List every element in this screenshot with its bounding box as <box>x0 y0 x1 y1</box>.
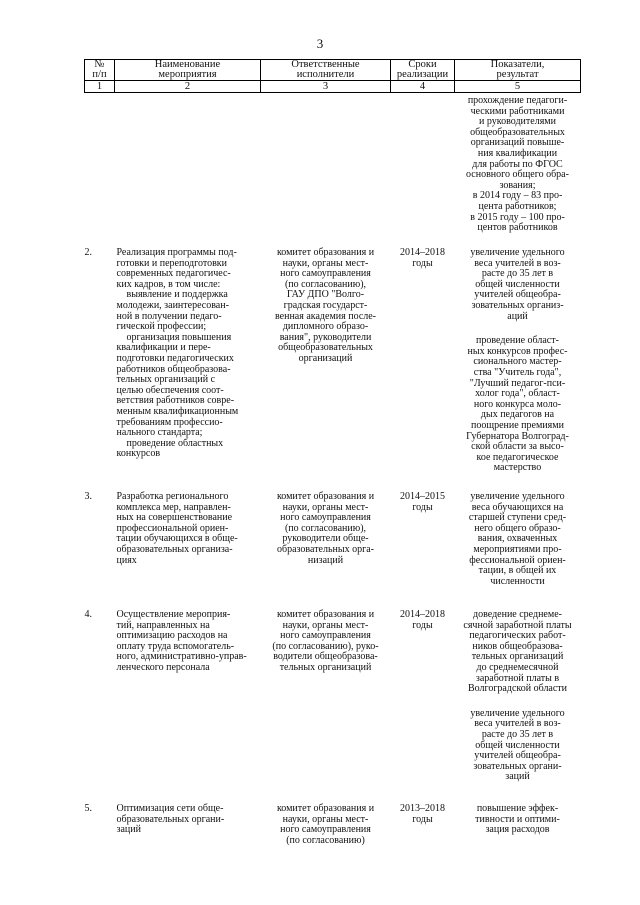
text-line: в 2014 году – 83 про- <box>472 190 563 202</box>
text-line: (по согласованию), <box>284 278 367 290</box>
text-line: веса учителей в воз- <box>474 718 561 730</box>
result-block <box>457 336 579 474</box>
text-line: увеличение удельного <box>470 491 565 502</box>
text-line: 2014–2018 <box>400 609 445 620</box>
row-number: 5. <box>84 803 92 814</box>
text-line: науки, органы мест- <box>282 501 369 513</box>
text-line: готовки и переподготовки <box>116 257 228 269</box>
table-row <box>85 484 581 602</box>
implementation-terms <box>391 240 455 484</box>
indicators-result <box>455 240 581 484</box>
text-line: заций <box>505 771 530 783</box>
text-line: зовательных организ- <box>471 299 564 311</box>
responsible-executors <box>261 796 391 874</box>
text-line: ных на совершенствование <box>116 512 233 524</box>
implementation-terms <box>391 602 455 796</box>
text-line: годы <box>412 501 433 513</box>
text-line: руководители обще- <box>282 533 369 545</box>
text-line: гической профессии; <box>116 321 207 333</box>
text-line: комплекса мер, направлен- <box>116 501 231 513</box>
table-body <box>85 93 581 875</box>
text-line: организаций <box>298 352 353 364</box>
text-line: (по согласованию) <box>286 834 365 846</box>
text-line: педагогических работ- <box>469 630 566 642</box>
text-line: "Лучший педагог-пси- <box>469 377 566 389</box>
text-line: подготовки педагогических <box>116 352 234 364</box>
text-line: оплату труда вспомогатель- <box>116 640 235 652</box>
text-line: науки, органы мест- <box>282 813 369 825</box>
responsible-executors <box>261 240 391 484</box>
text-line: профессиональной ориен- <box>116 522 229 534</box>
text-line: комитет образования и <box>276 491 375 502</box>
table-row <box>85 796 581 874</box>
text-line: вания", руководители <box>279 331 372 343</box>
result-block <box>457 248 579 322</box>
text-line: годы <box>412 257 433 269</box>
text-line: ства "Учитель года", <box>473 366 562 378</box>
text-line: комитет образования и <box>276 803 375 814</box>
measure-name <box>115 484 261 602</box>
text-line: кое педагогическое <box>476 451 559 463</box>
text-line: образовательных организа- <box>116 543 233 555</box>
text-line: ного самоуправления <box>280 512 371 524</box>
result-block <box>457 804 579 836</box>
text-line: комитет образования и <box>276 609 375 620</box>
text-line: общеобразовательных <box>470 126 565 138</box>
indicators-result <box>455 602 581 796</box>
text-line: веса обучающихся на <box>471 501 564 513</box>
indicators-result <box>455 484 581 602</box>
column-number: 2 <box>115 81 261 93</box>
text-line: Волгоградской области <box>467 683 568 695</box>
text-line: 2014–2018 <box>400 247 445 258</box>
text-line: увеличение удельного <box>470 707 565 719</box>
text-line: учителей общеобра- <box>474 289 561 301</box>
text-line: образовательных орга- <box>277 543 374 555</box>
text-line: ного конкурса моло- <box>473 398 562 410</box>
text-line: ской области за высо- <box>471 441 564 453</box>
result-block <box>457 610 579 695</box>
indicators-result <box>455 796 581 874</box>
text-line: конкурсов <box>116 448 161 460</box>
column-number: 4 <box>391 81 455 93</box>
text-line: молодежи, заинтересован- <box>116 299 229 311</box>
responsible-executors <box>261 484 391 602</box>
text-line: дипломного образо- <box>282 321 369 333</box>
text-line: тельных организаций с <box>116 374 216 386</box>
text-line: мастерство <box>493 462 542 474</box>
text-line: цента работников; <box>478 200 557 212</box>
text-line: расте до 35 лет в <box>481 728 554 740</box>
implementation-terms <box>391 484 455 602</box>
text-line: в 2015 году – 100 про- <box>470 211 565 223</box>
text-line: и руководителями <box>479 116 556 128</box>
column-number: 5 <box>455 81 581 93</box>
text-line: для работы по ФГОС <box>472 158 563 170</box>
text-line: до среднемесячной <box>476 661 559 673</box>
text-line: выявление и поддержка <box>126 289 228 301</box>
text-line: Оптимизация сети обще- <box>116 803 224 814</box>
text-line: аций <box>507 310 528 322</box>
text-line: градская государст- <box>283 299 368 311</box>
text-line: требованиям профессио- <box>116 416 223 428</box>
text-line: веса учителей в воз- <box>474 257 561 269</box>
text-line: годы <box>412 619 433 631</box>
text-line: ветствия работников совре- <box>116 395 235 407</box>
text-line: дых педагогов на <box>480 409 555 421</box>
text-line: менным квалификационным <box>116 405 239 417</box>
continued-result <box>457 96 579 234</box>
column-number: 3 <box>261 81 391 93</box>
text-line: ников общеобразова- <box>472 640 563 652</box>
text-line: ного, административно-управ- <box>116 651 247 663</box>
row-number: 3. <box>84 491 92 502</box>
implementation-terms <box>391 796 455 874</box>
text-line: общеобразовательных <box>278 342 373 354</box>
text-line: ного самоуправления <box>280 268 371 280</box>
text-line: квалификации и пере- <box>116 342 211 354</box>
text-line: ных конкурсов профес- <box>467 345 568 357</box>
text-line: сячной заработной платы <box>463 619 572 631</box>
text-line: доведение среднеме- <box>473 609 562 620</box>
page-number: 3 <box>316 36 324 51</box>
text-line: тий, направленных на <box>116 619 210 631</box>
text-line: ной в получении педаго- <box>116 310 222 322</box>
text-line: центов работников <box>477 222 558 234</box>
text-line: сионального мастер- <box>473 356 562 368</box>
text-line: вания, охваченных <box>477 533 558 545</box>
text-line: основного общего обра- <box>466 169 569 181</box>
text-line: ких кадров, в том числе: <box>116 278 221 290</box>
text-line: увеличение удельного <box>470 247 565 258</box>
text-line: оптимизацию расходов на <box>116 630 228 642</box>
result-block <box>457 492 579 587</box>
text-line: ленческого персонала <box>116 661 210 673</box>
header-measure-name: Наименование мероприятия <box>115 60 261 81</box>
table-row <box>85 602 581 796</box>
text-line: поощрение премиями <box>471 419 564 431</box>
text-line: целью обеспечения соот- <box>116 384 224 396</box>
measure-name <box>115 240 261 484</box>
text-line: расте до 35 лет в <box>481 268 554 280</box>
text-line: (по согласованию), <box>284 522 367 534</box>
text-line: ного самоуправления <box>280 824 371 836</box>
text-line: образовательных органи- <box>116 813 225 825</box>
header-terms: Сроки реализации <box>391 60 455 81</box>
text-line: холог года", област- <box>475 388 560 400</box>
text-line: ГАУ ДПО "Волго- <box>286 289 365 301</box>
text-line: зования; <box>499 179 536 191</box>
text-line: науки, органы мест- <box>282 257 369 269</box>
table-row-continued <box>85 93 581 241</box>
text-line: Реализация программы под- <box>116 247 237 258</box>
text-line: тельных организаций <box>471 651 564 663</box>
measure-name <box>115 602 261 796</box>
text-line: тельных организаций <box>279 661 372 673</box>
measures-table <box>84 59 581 874</box>
row-number: 4. <box>84 609 92 620</box>
text-line: 2013–2018 <box>400 803 445 814</box>
text-line: заработной платы в <box>475 672 560 684</box>
text-line: Разработка регионального <box>116 491 229 502</box>
text-line: венная академия после- <box>274 310 377 322</box>
text-line: Осуществление мероприя- <box>116 609 231 620</box>
text-line: Губернатора Волгоград- <box>466 430 569 442</box>
table-row <box>85 240 581 484</box>
text-line: ния квалификации <box>477 147 558 159</box>
text-line: 2014–2015 <box>400 491 445 502</box>
text-line: повышение эффек- <box>476 803 559 814</box>
measure-name <box>115 796 261 874</box>
text-line: тации обучающихся в обще- <box>116 533 238 545</box>
text-line: тации, в общей их <box>478 565 557 577</box>
text-line: старшей ступени сред- <box>468 512 567 524</box>
text-line: заций <box>116 824 141 836</box>
column-number-row <box>85 81 581 93</box>
text-line: нального стандарта; <box>116 427 203 439</box>
text-line: годы <box>412 813 433 825</box>
text-line: численности <box>490 575 545 587</box>
table-header-row <box>85 60 581 81</box>
text-line: зация расходов <box>485 824 550 836</box>
responsible-executors <box>261 602 391 796</box>
text-line: низаций <box>307 554 344 566</box>
text-line: мероприятиями про- <box>473 543 562 555</box>
text-line: водители общеобразова- <box>273 651 378 663</box>
text-line: проведение областных <box>126 437 224 449</box>
text-line: ного самоуправления <box>280 630 371 642</box>
header-results: Показатели, результат <box>455 60 581 81</box>
header-number: № п/п <box>85 60 115 81</box>
text-line: науки, органы мест- <box>282 619 369 631</box>
text-line: (по согласованию), руко- <box>272 640 379 652</box>
header-executors: Ответственные исполнители <box>261 60 391 81</box>
text-line: организация повышения <box>126 331 232 343</box>
text-line: него общего образо- <box>474 522 561 534</box>
text-line: тивности и оптими- <box>475 813 560 825</box>
text-line: зовательных органи- <box>473 760 562 772</box>
text-line: учителей общеобра- <box>474 750 561 762</box>
row-number: 2. <box>84 247 92 258</box>
text-line: комитет образования и <box>276 247 375 258</box>
result-block <box>457 709 579 783</box>
column-number: 1 <box>85 81 115 93</box>
text-line: работников общеобразова- <box>116 363 231 375</box>
text-line: общей численности <box>475 739 560 751</box>
text-line: прохождение педагоги- <box>467 95 568 106</box>
text-line: ческими работниками <box>470 105 565 117</box>
text-line: общей численности <box>475 278 560 290</box>
text-line: циях <box>116 554 137 566</box>
text-line: проведение област- <box>476 335 559 347</box>
text-line: организаций повыше- <box>470 137 565 149</box>
text-line: фессиональной ориен- <box>469 554 566 566</box>
text-line: современных педагогичес- <box>116 268 231 280</box>
